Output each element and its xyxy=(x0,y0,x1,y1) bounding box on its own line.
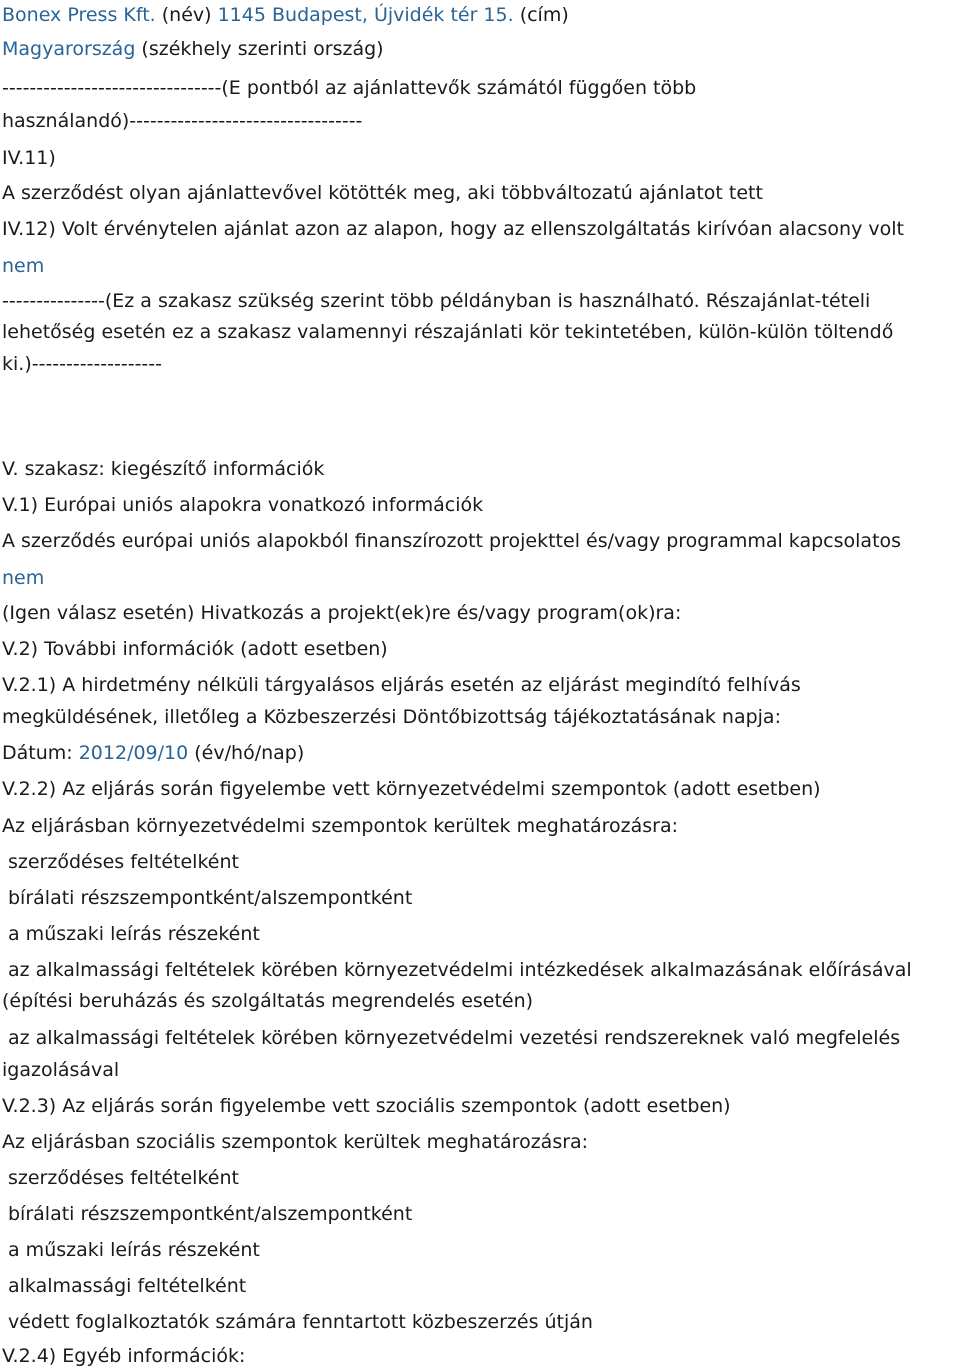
date-value: 2012/09/10 xyxy=(78,742,189,764)
section-v22-title: V.2.2) Az eljárás során figyelembe vett környezetvédelmi szempontok (adott esetben) xyxy=(2,778,821,800)
soc-item: szerződéses feltételként xyxy=(8,1167,239,1189)
separator-line-1b: használandó)---------------------------------- xyxy=(2,110,363,132)
note-line-2: lehetőség esetén ez a szakasz valamennyi részajánlati kör tekintetében, külön-külön töltendő xyxy=(2,321,894,343)
env-item: az alkalmassági feltételek körében környezetvédelmi vezetési rendszereknek való megfelelés xyxy=(8,1027,901,1049)
country-label: (székhely szerinti ország) xyxy=(135,38,384,60)
separator-line-1: --------------------------------(E pontból az ajánlattevők számától függően több xyxy=(2,77,697,99)
env-item: bírálati részszempontként/alszempontként xyxy=(8,887,413,909)
section-v1-text: A szerződés európai uniós alapokból finanszírozott projekttel és/vagy programmal kapcsolatos xyxy=(2,530,902,552)
section-v21-title-1: V.2.1) A hirdetmény nélküli tárgyalásos eljárás esetén az eljárást megindító felhívás xyxy=(2,674,801,696)
date-label: Dátum: xyxy=(2,742,79,764)
section-v1-title: V.1) Európai uniós alapokra vonatkozó információk xyxy=(2,494,484,516)
note-line-1: ---------------(Ez a szakasz szükség szerint több példányban is használható. Részajánlat-tételi xyxy=(2,290,871,312)
name-label: (név) xyxy=(155,4,218,26)
soc-item: a műszaki leírás részeként xyxy=(8,1239,260,1261)
env-item: az alkalmassági feltételek körében környezetvédelmi intézkedések alkalmazásának előírásával xyxy=(8,959,912,981)
section-v1-answer: nem xyxy=(2,567,45,589)
note-line-3: ki.)------------------- xyxy=(2,353,162,375)
section-iv12-answer: nem xyxy=(2,255,45,277)
address-label: (cím) xyxy=(513,4,569,26)
section-v23-title: V.2.3) Az eljárás során figyelembe vett szociális szempontok (adott esetben) xyxy=(2,1095,731,1117)
env-item: szerződéses feltételként xyxy=(8,851,239,873)
company-address: 1145 Budapest, Újvidék tér 15. xyxy=(217,4,514,26)
section-v22-intro: Az eljárásban környezetvédelmi szempontok kerültek meghatározásra: xyxy=(2,815,679,837)
soc-item: bírálati részszempontként/alszempontként xyxy=(8,1203,413,1225)
section-v1-reference: (Igen válasz esetén) Hivatkozás a projekt(ek)re és/vagy program(ok)ra: xyxy=(2,602,682,624)
date-line xyxy=(2,740,304,766)
company-name: Bonex Press Kft. xyxy=(2,4,156,26)
section-v24-title: V.2.4) Egyéb információk: xyxy=(2,1345,246,1367)
env-item-continuation: (építési beruházás és szolgáltatás megrendelés esetén) xyxy=(2,990,534,1012)
env-item-continuation: igazolásával xyxy=(2,1059,120,1081)
contractor-line xyxy=(2,2,569,28)
section-iv12-title: IV.12) Volt érvénytelen ajánlat azon az alapon, hogy az ellenszolgáltatás kirívóan alacsony volt xyxy=(2,218,904,240)
section-iv11-text: A szerződést olyan ajánlattevővel kötötték meg, aki többváltozatú ajánlatot tett xyxy=(2,182,763,204)
section-iv11-title: IV.11) xyxy=(2,147,56,169)
section-v23-intro: Az eljárásban szociális szempontok kerültek meghatározásra: xyxy=(2,1131,589,1153)
section-v-title: V. szakasz: kiegészítő információk xyxy=(2,458,325,480)
soc-item: alkalmassági feltételként xyxy=(8,1275,247,1297)
date-format: (év/hó/nap) xyxy=(188,742,305,764)
country-line xyxy=(2,36,384,62)
section-v2-title: V.2) További információk (adott esetben) xyxy=(2,638,388,660)
soc-item: védett foglalkoztatók számára fenntartott közbeszerzés útján xyxy=(8,1311,593,1333)
country-value: Magyarország xyxy=(2,38,136,60)
env-item: a műszaki leírás részeként xyxy=(8,923,260,945)
section-v21-title-2: megküldésének, illetőleg a Közbeszerzési Döntőbizottság tájékoztatásának napja: xyxy=(2,706,781,728)
